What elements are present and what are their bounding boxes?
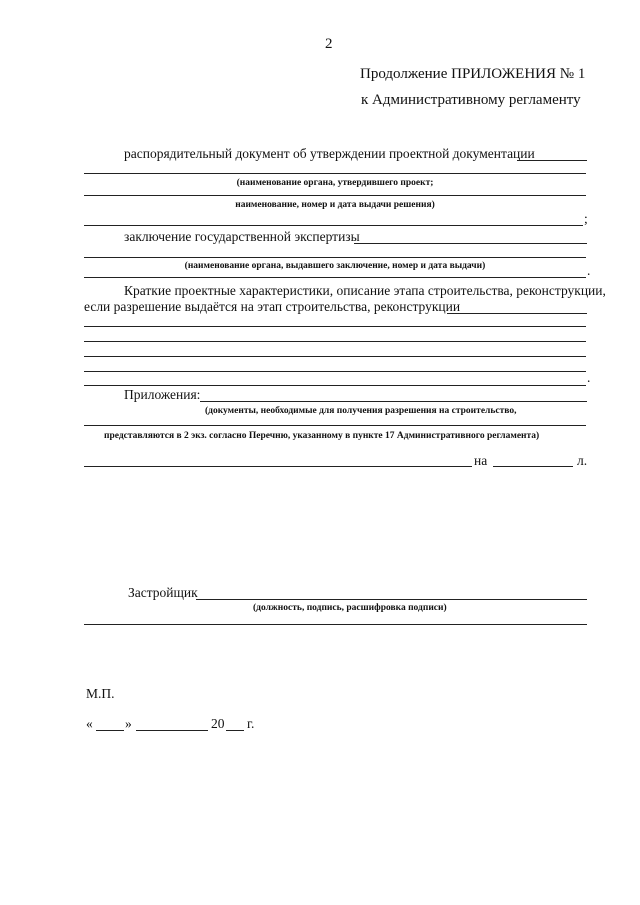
date-close-quote: »	[125, 716, 132, 731]
expertise-field-line-2[interactable]	[84, 277, 586, 278]
order-doc-hint-1: (наименование органа, утвердившего проект;	[236, 178, 434, 188]
brief-field-line-1[interactable]	[84, 326, 586, 327]
na-label: на	[474, 453, 488, 468]
attachments-hint-1: (документы, необходимые для получения разрешения на строительство,	[205, 406, 517, 416]
attachments-field[interactable]	[200, 401, 587, 402]
attachments-hint-2: представляются в 2 экз. согласно Перечню, указанному в пункте 17 Административного регламента)	[104, 431, 540, 441]
expertise-field[interactable]	[354, 243, 587, 244]
expertise-label: заключение государственной экспертизы	[124, 229, 360, 244]
developer-label: Застройщик	[128, 585, 198, 600]
order-doc-field-line-2[interactable]	[84, 195, 586, 196]
date-day-field[interactable]	[96, 730, 124, 731]
expertise-field-line[interactable]	[84, 257, 586, 258]
brief-field-line-4[interactable]	[84, 371, 586, 372]
stamp-place-label: М.П.	[86, 686, 115, 701]
attachments-list-field[interactable]	[84, 466, 472, 467]
order-doc-label: распорядительный документ об утверждении проектной документации	[124, 146, 535, 161]
brief-field-line-3[interactable]	[84, 356, 586, 357]
brief-field-line-5[interactable]	[84, 385, 586, 386]
order-doc-hint-2: наименование, номер и дата выдачи решения)	[235, 200, 435, 210]
date-open-quote: «	[86, 716, 93, 731]
period-2: .	[587, 370, 591, 385]
expertise-hint: (наименование органа, выдавшего заключение, номер и дата выдачи)	[184, 261, 486, 271]
sheets-label: л.	[577, 453, 588, 468]
attachments-field-line[interactable]	[84, 425, 586, 426]
developer-signature-line-2[interactable]	[84, 624, 587, 625]
semicolon: ;	[584, 211, 588, 226]
header-line-2: к Административному регламенту	[361, 92, 581, 108]
header-line-1: Продолжение ПРИЛОЖЕНИЯ № 1	[360, 66, 586, 82]
sheets-count-field[interactable]	[493, 466, 573, 467]
brief-field[interactable]	[447, 313, 587, 314]
order-doc-field-line[interactable]	[84, 173, 586, 174]
date-year-prefix: 20	[211, 716, 225, 731]
brief-line-2: если разрешение выдаётся на этап строительства, реконструкции	[84, 299, 461, 314]
developer-signature-field[interactable]	[196, 599, 587, 600]
brief-line-1: Краткие проектные характеристики, описание этапа строительства, реконструкции,	[124, 283, 606, 298]
page-number: 2	[325, 36, 333, 52]
order-doc-field-line-3[interactable]	[84, 225, 583, 226]
attachments-label: Приложения:	[124, 387, 201, 402]
date-year-field[interactable]	[226, 730, 244, 731]
date-year-suffix: г.	[247, 716, 255, 731]
brief-field-line-2[interactable]	[84, 341, 586, 342]
order-doc-field[interactable]	[517, 160, 587, 161]
developer-hint: (должность, подпись, расшифровка подписи)	[253, 603, 447, 613]
date-month-field[interactable]	[136, 730, 208, 731]
period-1: .	[587, 263, 591, 278]
